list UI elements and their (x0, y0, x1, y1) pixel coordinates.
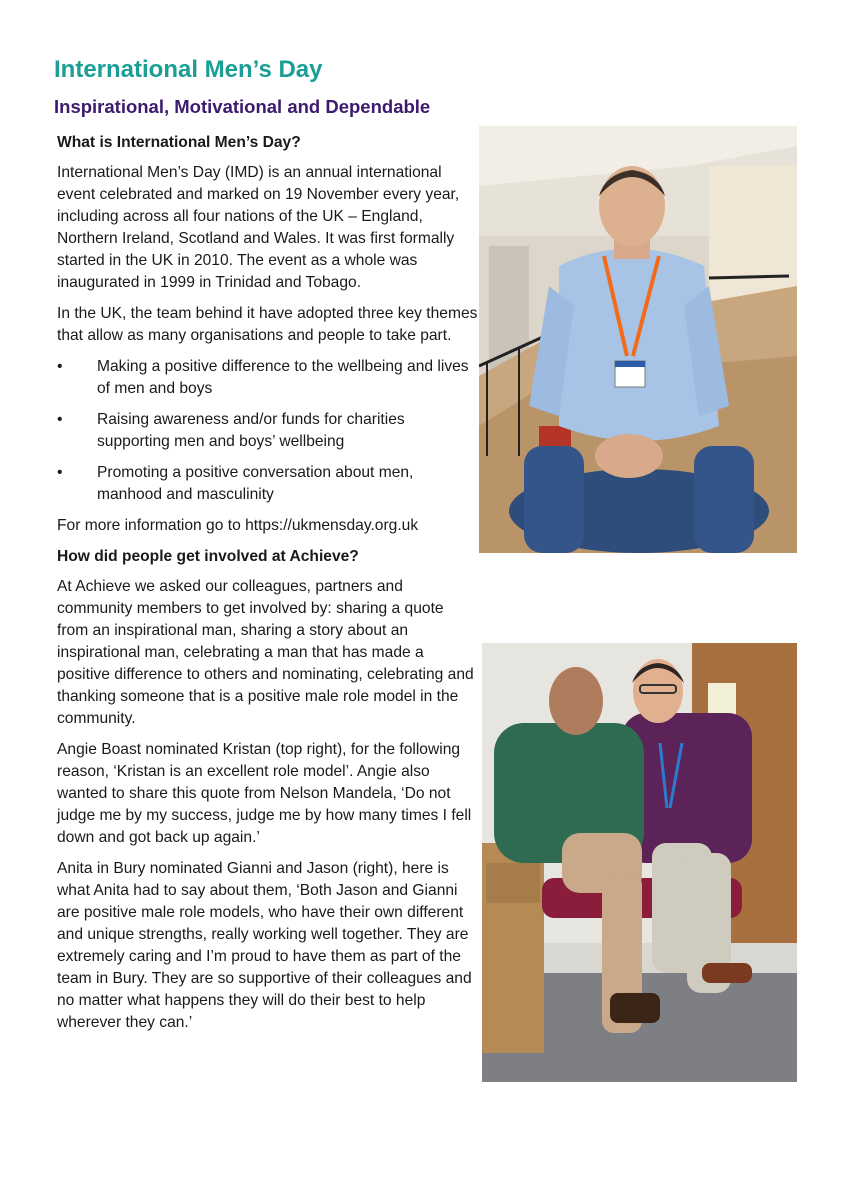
anita-nomination-paragraph: Anita in Bury nominated Gianni and Jason (right), here is what Anita had to say about them, ‘Both Jason and Gianni are positive male role models, who have their own different and unique strengths, really working well together. They are extremely caring and I’m proud to have them as part of the team in Bury. They are so supportive of their colleagues and no matter what happens they will do their best to help wherever they can.’ (57, 860, 472, 1031)
more-info-link[interactable]: For more information go to https://ukmensday.org.uk (57, 517, 419, 534)
photo-kristan (479, 126, 797, 553)
achieve-paragraph: At Achieve we asked our colleagues, partners and community members to get involved by: sharing a quote from an inspirational man, sharing a story about an inspirational man, celebrating a man that has made a positive difference to others and nominating, celebrating and thanking someone that is a positive male role model in the community. (57, 578, 474, 727)
bullet-icon: • (57, 464, 63, 481)
page-subtitle: Inspirational, Motivational and Dependable (54, 96, 431, 117)
page-title: International Men’s Day (54, 56, 323, 83)
list-item: • Promoting a positive conversation about men, manhood and masculinity (57, 464, 414, 503)
text-column (57, 132, 479, 1043)
list-item: • Raising awareness and/or funds for charities supporting men and boys’ wellbeing (57, 411, 405, 450)
photo-gianni-and-jason (482, 643, 797, 1082)
imd-intro-paragraph: International Men’s Day (IMD) is an annual international event celebrated and marked on 19 November every year, including across all four nations of the UK – England, Northern Ireland, Scotland and Wales. It was first formally started in the UK in 2010. The event as a whole was inaugurated in 1999 in Trinidad and Tobago. (57, 164, 460, 291)
uk-themes-paragraph: In the UK, the team behind it have adopted three key themes that allow as many organisations and people to take part. (57, 305, 478, 344)
list-item: • Making a positive difference to the wellbeing and lives of men and boys (57, 358, 469, 397)
section-heading-what-is-imd: What is International Men’s Day? (57, 134, 301, 151)
bullet-icon: • (57, 411, 63, 428)
section-heading-achieve: How did people get involved at Achieve? (57, 548, 359, 565)
bullet-icon: • (57, 358, 63, 375)
themes-list (57, 356, 479, 506)
angie-nomination-paragraph: Angie Boast nominated Kristan (top right), for the following reason, ‘Kristan is an excellent role model’. Angie also wanted to share this quote from Nelson Mandela, ‘Do not judge me by my success, judge me by how many times I fell down and got back up again.’ (57, 741, 472, 846)
